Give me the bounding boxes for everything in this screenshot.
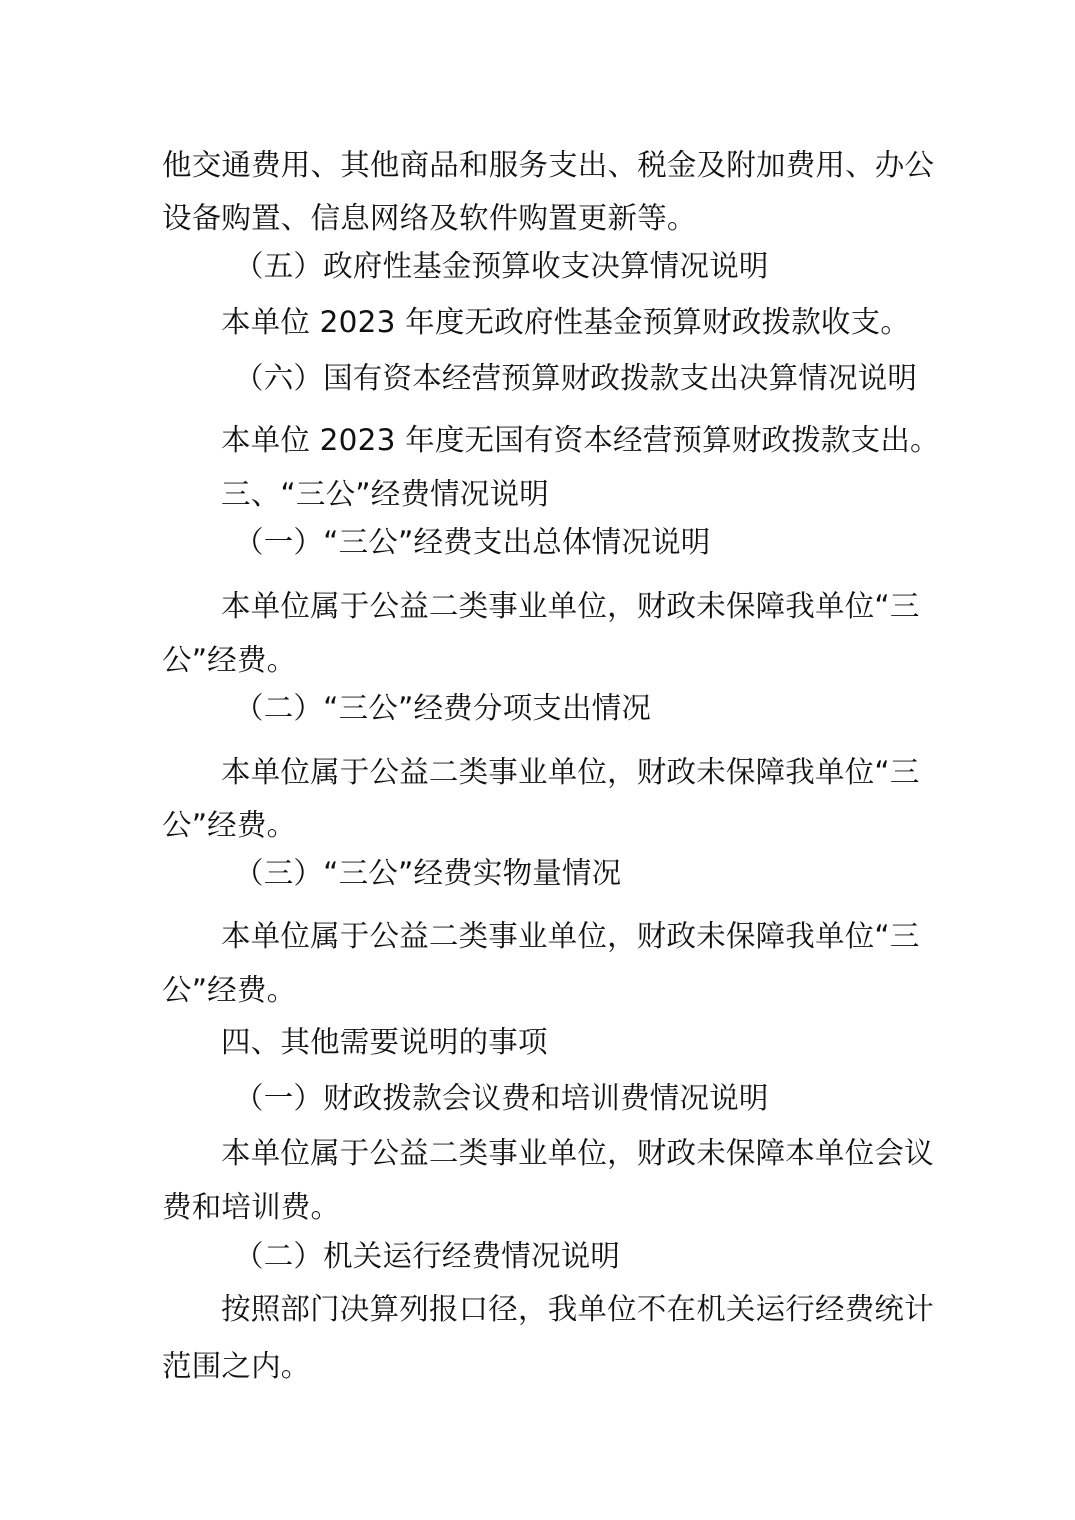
paragraph-line: 他交通费用、其他商品和服务支出、税金及附加费用、办公 bbox=[162, 148, 935, 182]
paragraph-line: 本单位属于公益二类事业单位，财政未保障本单位会议 bbox=[221, 1136, 934, 1170]
section-heading: 三、“三公”经费情况说明 bbox=[221, 477, 549, 511]
paragraph-line: 本单位 2023 年度无国有资本经营预算财政拨款支出。 bbox=[221, 423, 940, 457]
section-heading: （二）“三公”经费分项支出情况 bbox=[234, 691, 652, 725]
paragraph-line: 按照部门决算列报口径，我单位不在机关运行经费统计 bbox=[221, 1292, 934, 1326]
paragraph-line: 公”经费。 bbox=[162, 643, 297, 677]
paragraph-line: 设备购置、信息网络及软件购置更新等。 bbox=[162, 201, 697, 235]
section-heading: （二）机关运行经费情况说明 bbox=[234, 1239, 621, 1273]
paragraph-line: 本单位属于公益二类事业单位，财政未保障我单位“三 bbox=[221, 589, 920, 623]
paragraph-line: 范围之内。 bbox=[162, 1349, 311, 1383]
section-heading: （五）政府性基金预算收支决算情况说明 bbox=[234, 249, 769, 283]
section-heading: （一）财政拨款会议费和培训费情况说明 bbox=[234, 1081, 769, 1115]
section-heading: （三）“三公”经费实物量情况 bbox=[234, 856, 622, 890]
paragraph-line: 公”经费。 bbox=[162, 973, 297, 1007]
section-heading: （六）国有资本经营预算财政拨款支出决算情况说明 bbox=[234, 361, 918, 395]
section-heading: 四、其他需要说明的事项 bbox=[221, 1025, 548, 1059]
paragraph-line: 费和培训费。 bbox=[162, 1190, 341, 1224]
paragraph-line: 本单位属于公益二类事业单位，财政未保障我单位“三 bbox=[221, 919, 920, 953]
paragraph-line: 本单位属于公益二类事业单位，财政未保障我单位“三 bbox=[221, 755, 920, 789]
section-heading: （一）“三公”经费支出总体情况说明 bbox=[234, 525, 711, 559]
paragraph-line: 公”经费。 bbox=[162, 808, 297, 842]
paragraph-line: 本单位 2023 年度无政府性基金预算财政拨款收支。 bbox=[221, 305, 911, 339]
